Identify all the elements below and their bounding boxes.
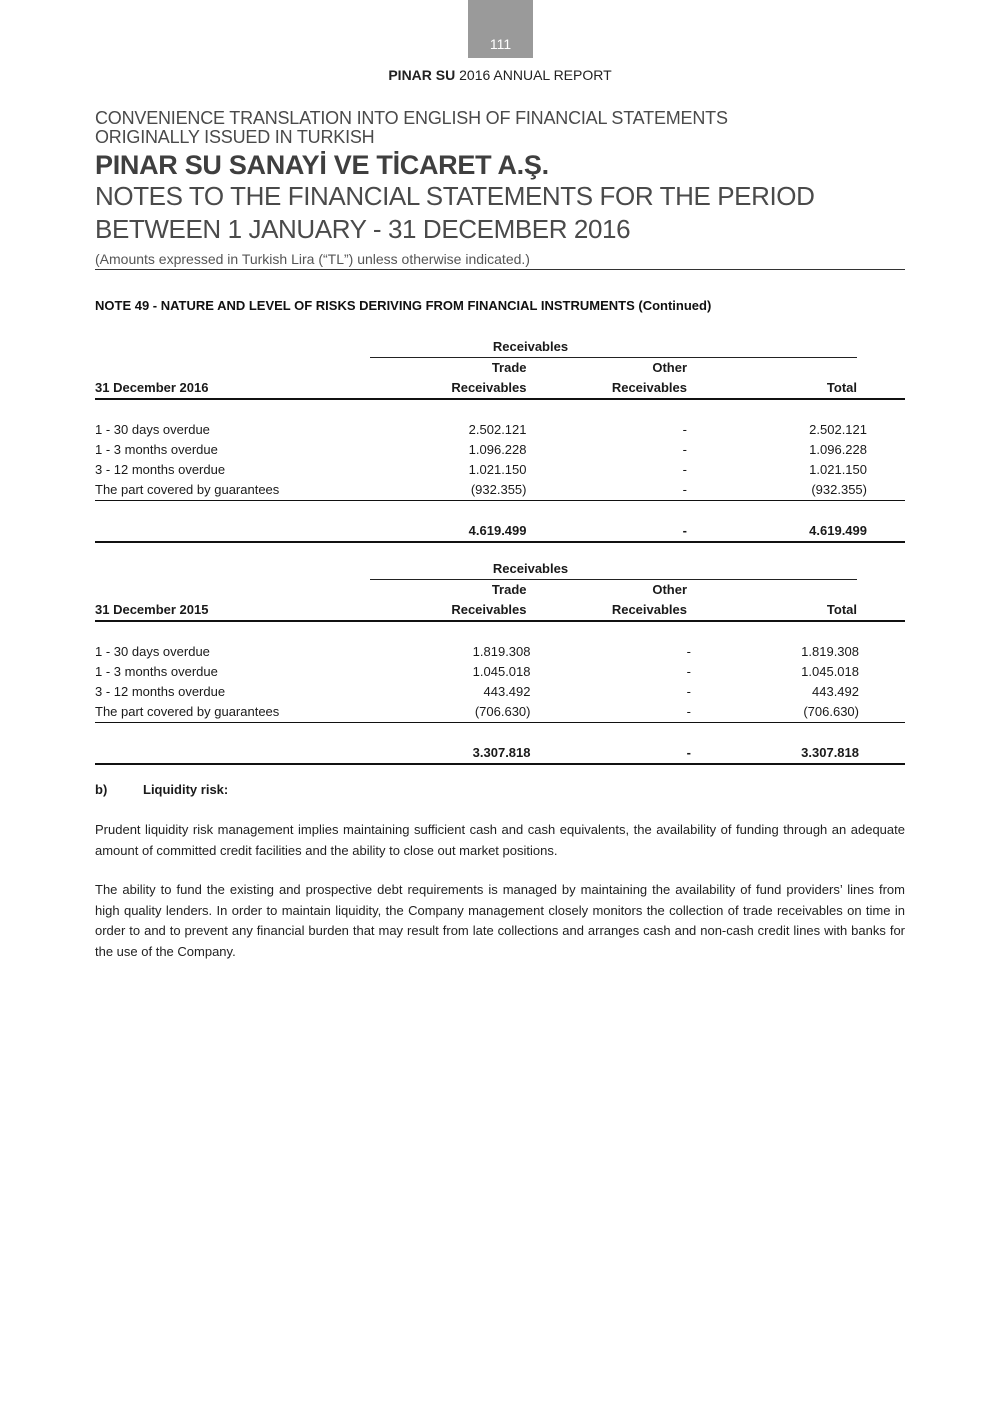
row-label: 1 - 3 months overdue bbox=[95, 442, 218, 457]
liquidity-paragraph-2: The ability to fund the existing and prospective debt requirements is managed by maintaining the availability of fund providers’ lines from high quality lenders. In order to maintain liquidity, the Company management closely monitors the collection of trade receivables on time in order to and to prevent any financial burden that may result from late collections and arranges cash and non-cash credit lines with banks for the use of the Company. bbox=[95, 882, 905, 959]
col-trade-header-1: Trade bbox=[491, 360, 527, 375]
table-row bbox=[95, 642, 905, 662]
period-date: 31 December 2015 bbox=[95, 600, 370, 621]
trade-value: (706.630) bbox=[370, 702, 531, 723]
total-value: 2.502.121 bbox=[809, 422, 867, 437]
total-value: 1.045.018 bbox=[801, 664, 859, 679]
total-value: (706.630) bbox=[691, 702, 905, 723]
other-value: - bbox=[531, 480, 692, 501]
row-label: 1 - 30 days overdue bbox=[95, 644, 210, 659]
row-label: 3 - 12 months overdue bbox=[95, 684, 226, 699]
trade-value: 1.045.018 bbox=[472, 664, 531, 679]
row-label: 3 - 12 months overdue bbox=[95, 462, 226, 477]
note-title: NOTE 49 - NATURE AND LEVEL OF RISKS DERIVING FROM FINANCIAL INSTRUMENTS (Continued) bbox=[95, 298, 712, 313]
page-number: 111 bbox=[468, 0, 533, 58]
table-total-row bbox=[95, 521, 905, 542]
grand-total: 4.619.499 bbox=[691, 521, 905, 542]
other-value: - bbox=[682, 442, 687, 457]
liquidity-paragraph-1: Prudent liquidity risk management implies maintaining sufficient cash and cash equivalents, the availability of funding through an adequate amount of committed credit facilities and the ability to close out market positions. bbox=[95, 822, 905, 858]
col-total-header: Total bbox=[691, 378, 905, 399]
liquidity-risk-heading bbox=[95, 782, 228, 797]
table-total-row bbox=[95, 743, 905, 764]
row-label: The part covered by guarantees bbox=[95, 702, 370, 723]
trade-value: 1.021.150 bbox=[468, 462, 527, 477]
table-row bbox=[95, 662, 905, 682]
trade-value: 443.492 bbox=[483, 684, 531, 699]
other-total: - bbox=[531, 743, 692, 764]
other-value: - bbox=[682, 422, 687, 437]
receivables-group-label: Receivables bbox=[370, 559, 691, 580]
other-value: - bbox=[686, 684, 691, 699]
report-brand: PINAR SU bbox=[388, 67, 456, 83]
other-value: - bbox=[686, 644, 691, 659]
trade-value: 1.819.308 bbox=[472, 644, 531, 659]
table-row bbox=[95, 682, 905, 702]
period-date: 31 December 2016 bbox=[95, 378, 370, 399]
receivables-group-label: Receivables bbox=[370, 337, 691, 358]
row-label: 1 - 3 months overdue bbox=[95, 664, 218, 679]
table-row bbox=[95, 440, 905, 460]
notes-line-1: NOTES TO THE FINANCIAL STATEMENTS FOR THE PERIOD bbox=[95, 181, 815, 211]
total-value: 1.021.150 bbox=[809, 462, 867, 477]
trade-value: 2.502.121 bbox=[468, 422, 527, 437]
trade-value: (932.355) bbox=[370, 480, 531, 501]
col-total-header: Total bbox=[691, 600, 905, 621]
total-value: 443.492 bbox=[812, 684, 859, 699]
other-value: - bbox=[531, 702, 692, 723]
convenience-translation-heading bbox=[95, 109, 905, 147]
col-trade-header-2: Receivables bbox=[370, 378, 531, 399]
row-label: The part covered by guarantees bbox=[95, 480, 370, 501]
total-value: (932.355) bbox=[691, 480, 905, 501]
notes-heading bbox=[95, 180, 905, 246]
report-subtitle: 2016 ANNUAL REPORT bbox=[459, 67, 612, 83]
trade-total: 4.619.499 bbox=[370, 521, 531, 542]
row-label: 1 - 30 days overdue bbox=[95, 422, 210, 437]
convenience-line-1: CONVENIENCE TRANSLATION INTO ENGLISH OF FINANCIAL STATEMENTS bbox=[95, 108, 728, 128]
section-letter: b) bbox=[95, 782, 108, 797]
receivables-aging-table-2015 bbox=[95, 559, 905, 765]
other-value: - bbox=[682, 462, 687, 477]
col-other-header-2: Receivables bbox=[531, 378, 692, 399]
trade-value: 1.096.228 bbox=[468, 442, 527, 457]
table-row bbox=[95, 702, 905, 723]
section-title: Liquidity risk: bbox=[143, 782, 229, 797]
other-total: - bbox=[531, 521, 692, 542]
other-value: - bbox=[686, 664, 691, 679]
report-title bbox=[0, 67, 1000, 83]
table-row bbox=[95, 420, 905, 440]
col-other-header-1: Other bbox=[652, 582, 687, 597]
col-other-header-1: Other bbox=[652, 360, 687, 375]
receivables-aging-table-2016 bbox=[95, 337, 905, 543]
col-trade-header-2: Receivables bbox=[370, 600, 531, 621]
total-value: 1.096.228 bbox=[809, 442, 867, 457]
amounts-note: (Amounts expressed in Turkish Lira (“TL”) unless otherwise indicated.) bbox=[95, 251, 905, 270]
table-row bbox=[95, 480, 905, 501]
notes-line-2: BETWEEN 1 JANUARY - 31 DECEMBER 2016 bbox=[95, 214, 631, 244]
convenience-line-2: ORIGINALLY ISSUED IN TURKISH bbox=[95, 127, 375, 147]
col-other-header-2: Receivables bbox=[531, 600, 692, 621]
table-row bbox=[95, 460, 905, 480]
grand-total: 3.307.818 bbox=[691, 743, 905, 764]
total-value: 1.819.308 bbox=[801, 644, 859, 659]
col-trade-header-1: Trade bbox=[491, 582, 527, 597]
company-name: PINAR SU SANAYİ VE TİCARET A.Ş. bbox=[95, 150, 549, 180]
trade-total: 3.307.818 bbox=[370, 743, 531, 764]
